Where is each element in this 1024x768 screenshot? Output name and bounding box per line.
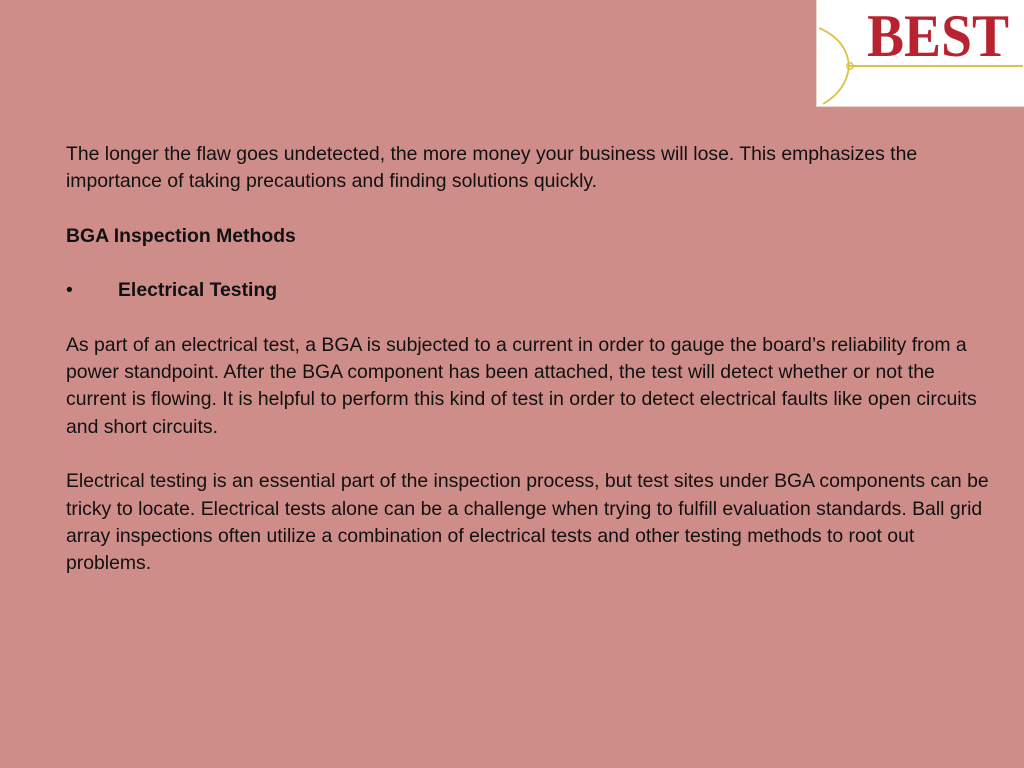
bullet-icon: • — [66, 279, 73, 302]
best-logo-graphic — [817, 0, 1024, 107]
logo-text: BEST — [867, 3, 1009, 69]
electrical-test-paragraph: As part of an electrical test, a BGA is subjected to a current in order to gauge the board’s reliability from a power standpoint. After the BGA component has been attached, the test will detect whether or not the current is flowing. It is helpful to perform this kind of test in order to detect electrical faults like open circuits and short circuits. — [66, 333, 977, 438]
intro-paragraph: The longer the flaw goes undetected, the more money your business will lose. This emphasizes the importance of taking precautions and finding solutions quickly. — [66, 143, 918, 193]
section-heading: BGA Inspection Methods — [66, 224, 296, 247]
electrical-testing-paragraph: Electrical testing is an essential part of the inspection process, but test sites under BGA components can be tricky to locate. Electrical tests alone can be a challenge when trying to fulfill evaluation standards. Ball grid array inspections often utilize a combination of electrical tests and other testing methods to root out problems. — [66, 470, 989, 575]
best-logo — [816, 0, 1024, 107]
spacer — [66, 250, 996, 277]
spacer — [66, 441, 996, 468]
spacer — [66, 196, 996, 223]
spacer — [66, 305, 996, 332]
bullet-item — [66, 277, 996, 304]
slide-body — [66, 141, 996, 578]
bullet-label: Electrical Testing — [118, 279, 278, 302]
